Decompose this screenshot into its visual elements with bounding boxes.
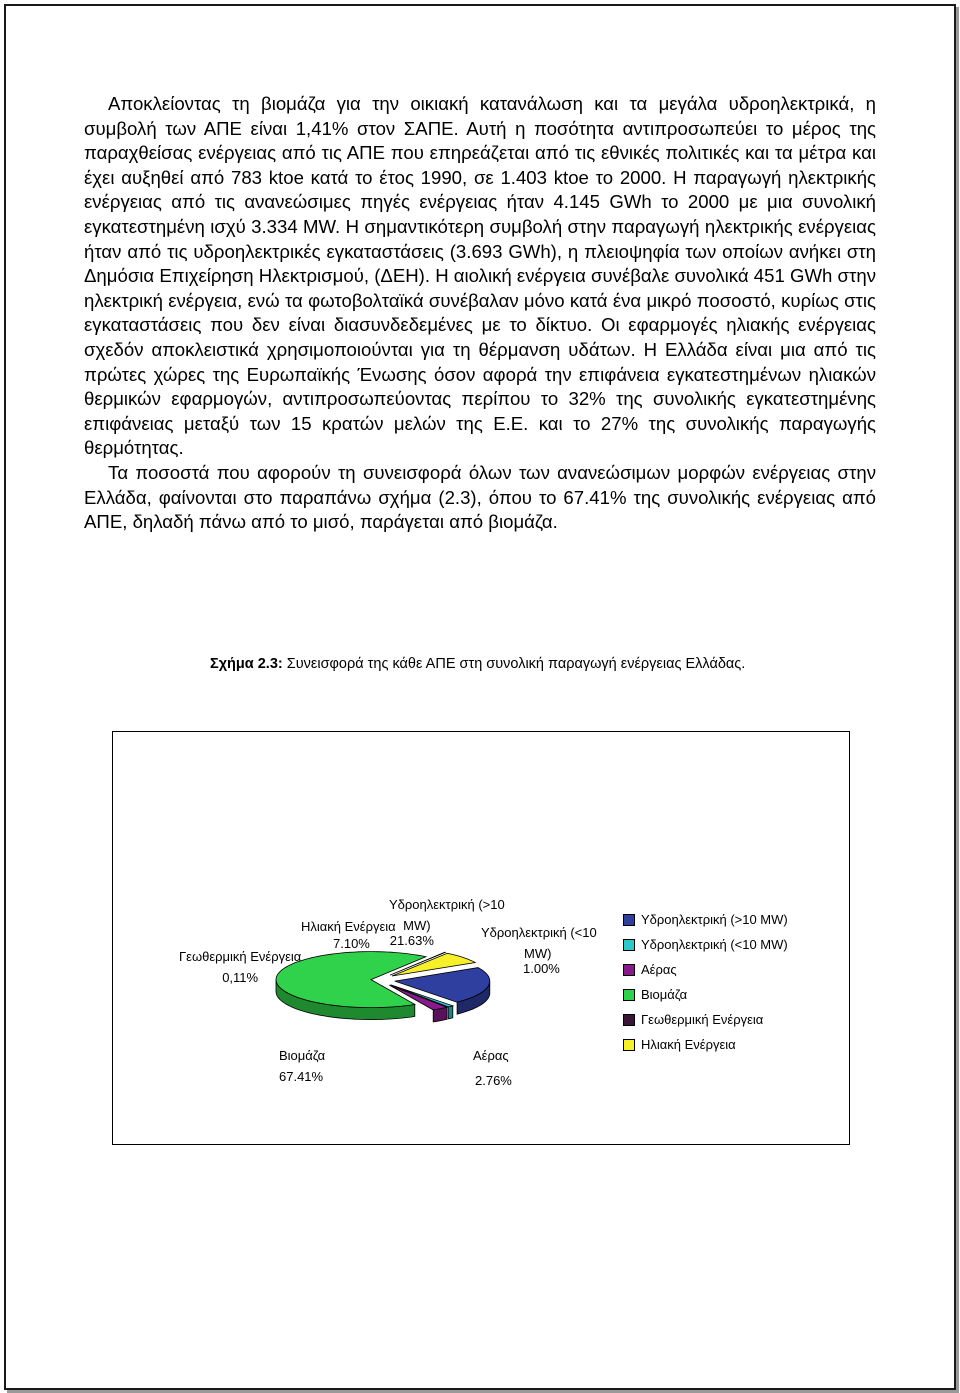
- legend-swatch: [623, 1014, 635, 1026]
- legend-label: Υδροηλεκτρική (>10 MW): [641, 912, 788, 927]
- label-geothermal: Γεωθερμική Ενέργεια 0,11%: [179, 949, 302, 985]
- caption-text: Συνεισφορά της κάθε ΑΠΕ στη συνολική παραγωγή ενέργειας Ελλάδας.: [282, 656, 746, 672]
- legend-item: [623, 1012, 788, 1037]
- paragraph-2: Τα ποσοστά που αφορούν τη συνεισφορά όλων των ανανεώσιμων μορφών ενέργειας στην Ελλάδα, φαίνονται στο παραπάνω σχήμα (2.3), όπου το 67.41% της συνολικής ενέργειας από ΑΠΕ, δηλαδή πάνω από το μισό, παράγεται από βιομάζα.: [84, 461, 876, 533]
- legend-item: [623, 962, 788, 987]
- legend-label: Αέρας: [641, 962, 677, 977]
- label-solar: Ηλιακή Ενέργεια 7.10%: [301, 919, 396, 951]
- legend-label: Γεωθερμική Ενέργεια: [641, 1012, 764, 1027]
- legend-swatch: [623, 989, 635, 1001]
- label-biomass: Βιομάζα 67.41%: [279, 1048, 326, 1084]
- label-hydro-large: Υδροηλεκτρική (>10 MW) 21.63%: [389, 897, 505, 948]
- legend-swatch: [623, 914, 635, 926]
- legend-swatch: [623, 939, 635, 951]
- pie-chart: [112, 731, 850, 1145]
- legend-label: Ηλιακή Ενέργεια: [641, 1037, 736, 1052]
- legend-item: [623, 987, 788, 1012]
- body-text: [84, 92, 876, 535]
- figure-caption: [210, 656, 745, 672]
- legend-swatch: [623, 1039, 635, 1051]
- paragraph-1: Αποκλείοντας τη βιομάζα για την οικιακή κατανάλωση και τα μεγάλα υδροηλεκτρικά, η συμβολή των ΑΠΕ είναι 1,41% στον ΣΑΠΕ. Αυτή η ποσότητα αντιπροσωπεύει το μέρος της παραχθείσας ενέργειας από τις ΑΠΕ που επηρεάζεται από τις εθνικές πολιτικές και τα μέτρα και έχει αυξηθεί από 783 ktoe κατά το έτος 1990, σε 1.403 ktoe το 2000. Η παραγωγή ηλεκτρικής ενέργειας από τις ανανεώσιμες πηγές ενέργειας ήταν 4.145 GWh το 2000 με μια συνολική εγκατεστημένη ισχύ 3.334 MW. Η σημαντικότερη συμβολή στην παραγωγή ηλεκτρικής ενέργειας ήταν από τις υδροηλεκτρικές εγκαταστάσεις (3.693 GWh), η πλειοψηφία των οποίων ανήκει στη Δημόσια Επιχείρηση Ηλεκτρισμού, (ΔΕΗ). Η αιολική ενέργεια συνέβαλε συνολικά 451 GWh στην ηλεκτρική ενέργεια, ενώ τα φωτοβολταϊκά συνέβαλαν μόνο κατά ένα μικρό ποσοστό, κυρίως στις εγκαταστάσεις που δεν είναι διασυνδεδεμένες με το δίκτυο. Οι εφαρμογές ηλιακής ενέργειας σχεδόν αποκλειστικά χρησιμοποιούνται για τη θέρμανση υδάτων. Η Ελλάδα είναι μια από τις πρώτες χώρες της Ευρωπαϊκής Ένωσης όσον αφορά την επιφάνεια εγκατεστημένων ηλιακών θερμικών εφαρμογών, αντιπροσωπεύοντας περίπου το 32% της συνολικής εγκατεστημένης επιφάνειας μεταξύ των 15 κρατών μελών της Ε.Ε. και το 27% της συνολικής παραγωγής θερμότητας.: [84, 93, 876, 459]
- legend-label: Βιομάζα: [641, 987, 688, 1002]
- label-wind: Αέρας 2.76%: [473, 1048, 512, 1088]
- legend-item: [623, 912, 788, 937]
- legend-item: [623, 937, 788, 962]
- label-hydro-small: Υδροηλεκτρική (<10 MW) 1.00%: [481, 925, 597, 976]
- legend-label: Υδροηλεκτρική (<10 MW): [641, 937, 788, 952]
- legend-swatch: [623, 964, 635, 976]
- pie-slice-side: [448, 1006, 453, 1019]
- chart-legend: [623, 912, 788, 1062]
- legend-item: [623, 1037, 788, 1062]
- caption-label: Σχήμα 2.3:: [210, 656, 283, 672]
